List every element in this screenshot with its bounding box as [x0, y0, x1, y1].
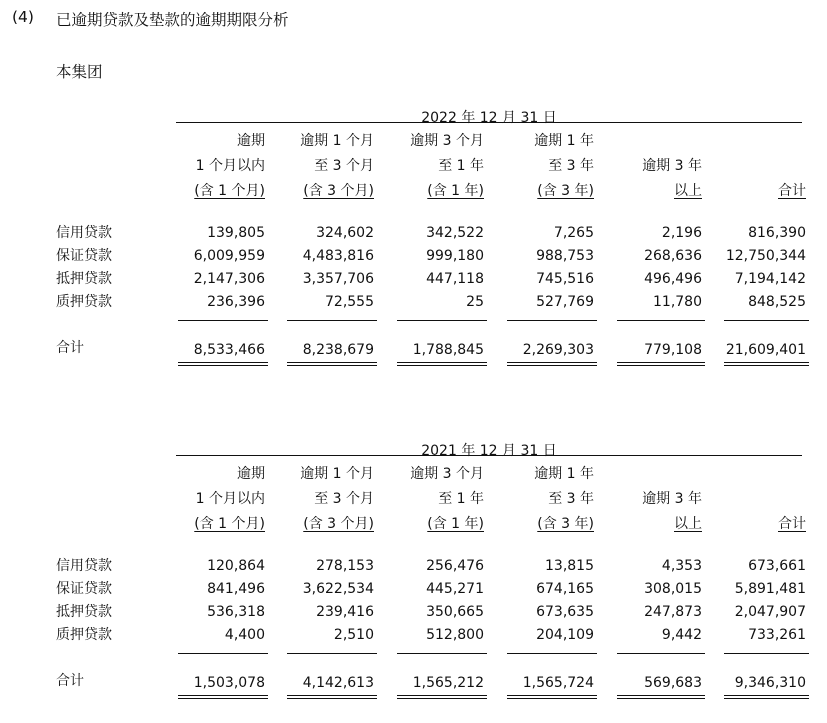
- total-double-rule: [397, 695, 487, 699]
- cell-value: 445,271: [426, 581, 484, 597]
- subtotal-rule: [287, 320, 377, 321]
- total-label: 合计: [56, 340, 84, 356]
- table-date: 2021 年 12 月 31 日: [421, 443, 557, 459]
- cell-value: 268,636: [644, 248, 702, 264]
- cell-value: 674,165: [536, 581, 594, 597]
- total-double-rule: [397, 362, 487, 366]
- total-value: 1,565,212: [412, 675, 484, 691]
- header-rule: [176, 455, 802, 456]
- total-value: 8,533,466: [193, 342, 265, 358]
- row-label: 抵押贷款: [56, 604, 112, 620]
- column-header: 至 3 年: [548, 158, 594, 174]
- subtotal-rule: [287, 653, 377, 654]
- total-value: 8,238,679: [302, 342, 374, 358]
- total-value: 4,142,613: [302, 675, 374, 691]
- column-header: (含 3 年): [537, 516, 594, 532]
- section-number: (4): [12, 8, 34, 26]
- cell-value: 256,476: [426, 558, 484, 574]
- cell-value: 72,555: [325, 294, 374, 310]
- total-double-rule: [507, 695, 597, 699]
- total-double-rule: [287, 695, 377, 699]
- column-header: 以上: [674, 183, 702, 199]
- total-value: 21,609,401: [725, 342, 806, 358]
- total-double-rule: [507, 362, 597, 366]
- cell-value: 527,769: [536, 294, 594, 310]
- cell-value: 350,665: [426, 604, 484, 620]
- column-header: 以上: [674, 516, 702, 532]
- row-label: 抵押贷款: [56, 271, 112, 287]
- column-header: 1 个月以内: [195, 158, 265, 174]
- total-value: 779,108: [644, 342, 702, 358]
- cell-value: 236,396: [207, 294, 265, 310]
- total-double-rule: [287, 362, 377, 366]
- total-double-rule: [178, 695, 268, 699]
- total-value: 1,503,078: [193, 675, 265, 691]
- column-header: 逾期 3 年: [642, 158, 702, 174]
- cell-value: 816,390: [748, 225, 806, 241]
- column-header: 合计: [778, 516, 806, 532]
- cell-value: 988,753: [536, 248, 594, 264]
- column-header: 1 个月以内: [195, 491, 265, 507]
- row-label: 信用贷款: [56, 558, 112, 574]
- row-label: 质押贷款: [56, 627, 112, 643]
- total-value: 569,683: [644, 675, 702, 691]
- column-header: (含 1 年): [427, 183, 484, 199]
- cell-value: 342,522: [426, 225, 484, 241]
- column-header: 至 3 个月: [314, 158, 374, 174]
- column-header: 至 3 个月: [314, 491, 374, 507]
- cell-value: 9,442: [661, 627, 702, 643]
- cell-value: 324,602: [316, 225, 374, 241]
- column-header: 逾期 3 个月: [410, 466, 484, 482]
- subtotal-rule: [178, 653, 268, 654]
- column-header: 逾期 1 年: [534, 133, 594, 149]
- header-rule: [176, 122, 802, 123]
- column-header: 至 3 年: [548, 491, 594, 507]
- total-value: 1,565,724: [522, 675, 594, 691]
- cell-value: 999,180: [426, 248, 484, 264]
- column-header: (含 3 年): [537, 183, 594, 199]
- cell-value: 4,353: [661, 558, 702, 574]
- row-label: 保证贷款: [56, 581, 112, 597]
- total-double-rule: [617, 695, 705, 699]
- cell-value: 2,047,907: [734, 604, 806, 620]
- cell-value: 12,750,344: [725, 248, 806, 264]
- column-header: 逾期 3 个月: [410, 133, 484, 149]
- cell-value: 4,483,816: [302, 248, 374, 264]
- column-header: (含 3 个月): [303, 516, 374, 532]
- column-header: (含 3 个月): [303, 183, 374, 199]
- subtotal-rule: [397, 320, 487, 321]
- column-header: (含 1 个月): [194, 516, 265, 532]
- row-label: 质押贷款: [56, 294, 112, 310]
- cell-value: 120,864: [207, 558, 265, 574]
- subtotal-rule: [507, 653, 597, 654]
- cell-value: 733,261: [748, 627, 806, 643]
- total-value: 1,788,845: [412, 342, 484, 358]
- column-header: (含 1 年): [427, 516, 484, 532]
- column-header: 至 1 年: [438, 491, 484, 507]
- cell-value: 7,194,142: [734, 271, 806, 287]
- column-header: 合计: [778, 183, 806, 199]
- column-header: (含 1 个月): [194, 183, 265, 199]
- column-header: 逾期: [237, 466, 265, 482]
- column-header: 至 1 年: [438, 158, 484, 174]
- cell-value: 4,400: [224, 627, 265, 643]
- subtotal-rule: [507, 320, 597, 321]
- group-label: 本集团: [56, 63, 103, 81]
- cell-value: 6,009,959: [193, 248, 265, 264]
- cell-value: 3,622,534: [302, 581, 374, 597]
- cell-value: 7,265: [553, 225, 594, 241]
- cell-value: 848,525: [748, 294, 806, 310]
- cell-value: 673,661: [748, 558, 806, 574]
- total-double-rule: [178, 362, 268, 366]
- cell-value: 841,496: [207, 581, 265, 597]
- column-header: 逾期 1 年: [534, 466, 594, 482]
- cell-value: 247,873: [644, 604, 702, 620]
- column-header: 逾期 1 个月: [300, 466, 374, 482]
- cell-value: 512,800: [426, 627, 484, 643]
- subtotal-rule: [617, 653, 705, 654]
- cell-value: 25: [466, 294, 484, 310]
- total-label: 合计: [56, 673, 84, 689]
- cell-value: 278,153: [316, 558, 374, 574]
- subtotal-rule: [724, 320, 809, 321]
- cell-value: 2,510: [333, 627, 374, 643]
- total-double-rule: [724, 695, 809, 699]
- cell-value: 239,416: [316, 604, 374, 620]
- row-label: 信用贷款: [56, 225, 112, 241]
- cell-value: 204,109: [536, 627, 594, 643]
- column-header: 逾期 1 个月: [300, 133, 374, 149]
- total-double-rule: [617, 362, 705, 366]
- column-header: 逾期 3 年: [642, 491, 702, 507]
- cell-value: 536,318: [207, 604, 265, 620]
- table-date: 2022 年 12 月 31 日: [421, 110, 557, 126]
- cell-value: 447,118: [426, 271, 484, 287]
- subtotal-rule: [397, 653, 487, 654]
- cell-value: 11,780: [653, 294, 702, 310]
- row-label: 保证贷款: [56, 248, 112, 264]
- total-value: 2,269,303: [522, 342, 594, 358]
- cell-value: 496,496: [644, 271, 702, 287]
- cell-value: 2,147,306: [193, 271, 265, 287]
- cell-value: 745,516: [536, 271, 594, 287]
- cell-value: 5,891,481: [734, 581, 806, 597]
- cell-value: 13,815: [545, 558, 594, 574]
- subtotal-rule: [724, 653, 809, 654]
- section-title: 已逾期贷款及垫款的逾期期限分析: [56, 11, 289, 29]
- subtotal-rule: [617, 320, 705, 321]
- subtotal-rule: [178, 320, 268, 321]
- total-value: 9,346,310: [734, 675, 806, 691]
- cell-value: 673,635: [536, 604, 594, 620]
- total-double-rule: [724, 362, 809, 366]
- cell-value: 139,805: [207, 225, 265, 241]
- cell-value: 2,196: [661, 225, 702, 241]
- cell-value: 3,357,706: [302, 271, 374, 287]
- column-header: 逾期: [237, 133, 265, 149]
- cell-value: 308,015: [644, 581, 702, 597]
